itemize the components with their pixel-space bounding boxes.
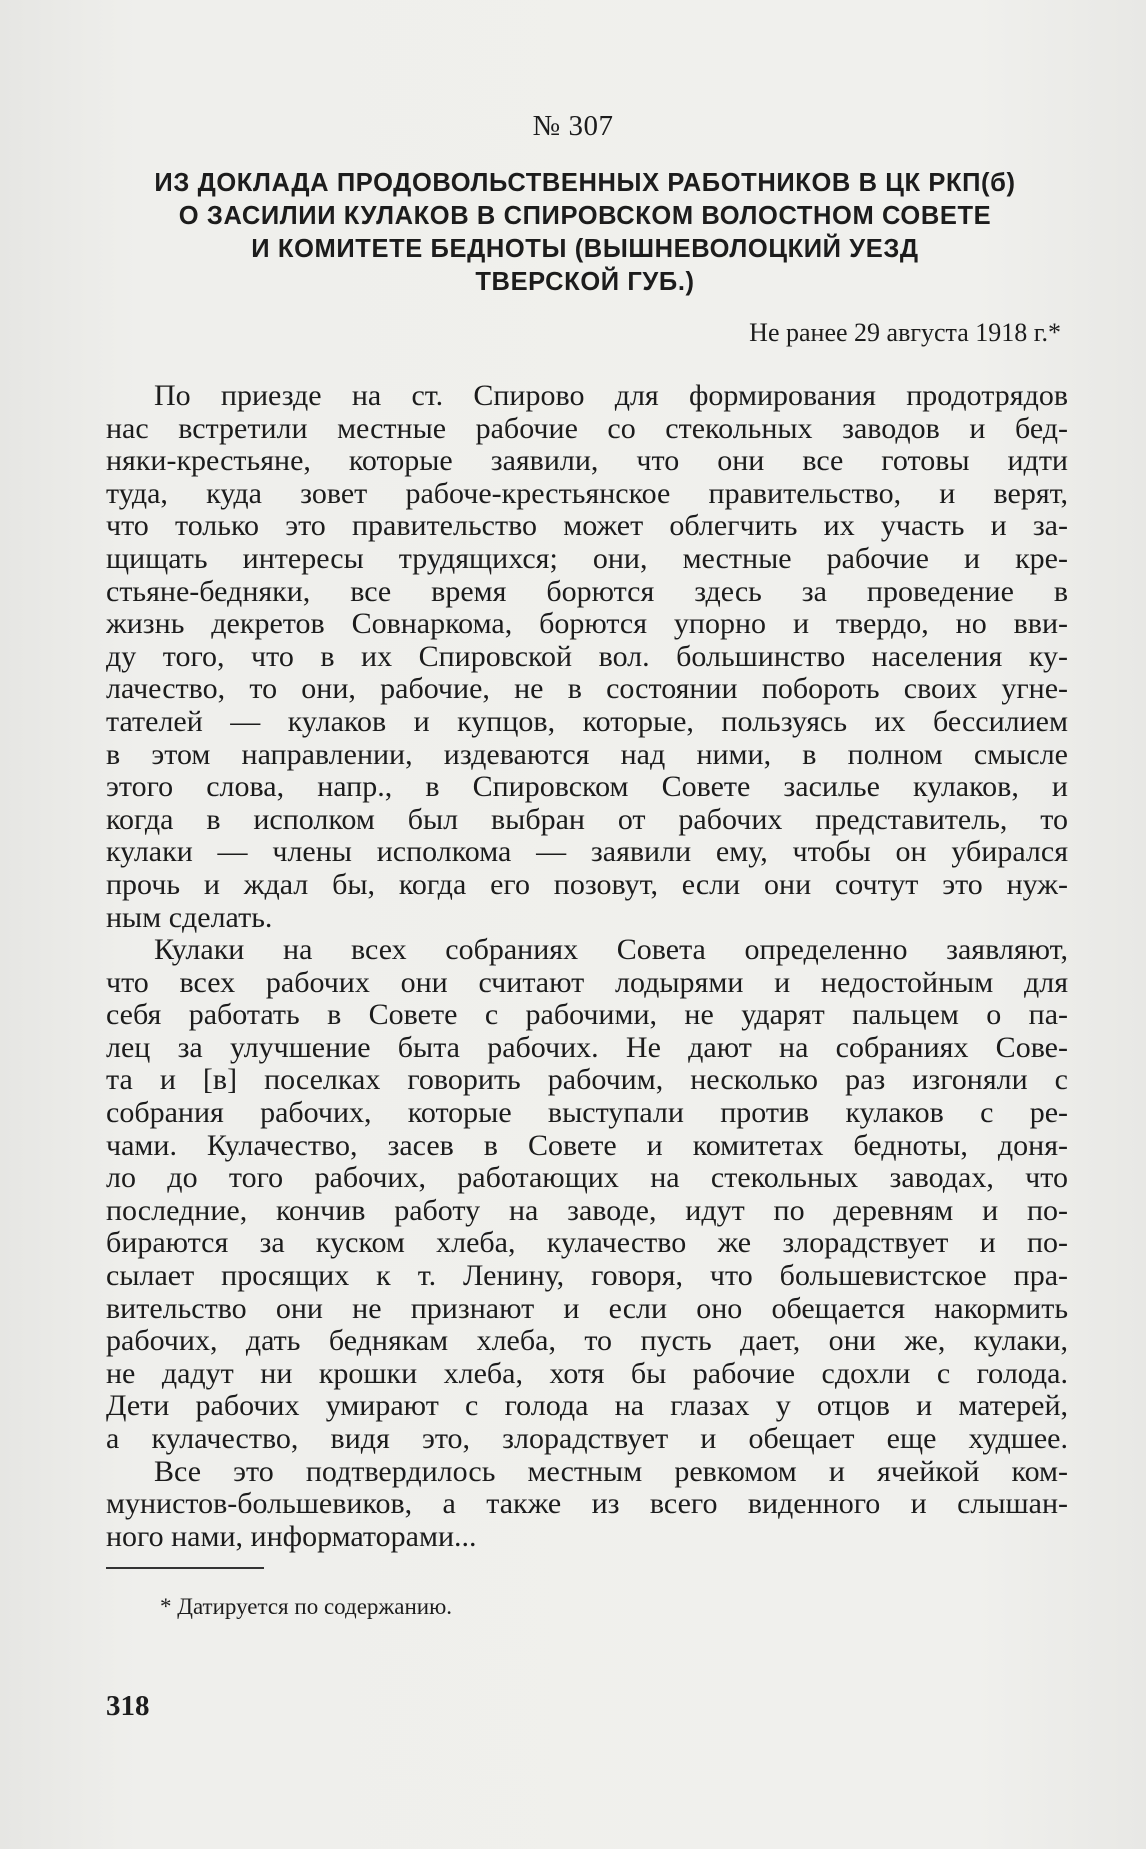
body-line: рабочих, дать беднякам хлеба, то пусть дает, они же, кулаки,	[106, 1325, 1068, 1358]
page-number: 318	[106, 1690, 150, 1722]
document-number: № 307	[532, 110, 614, 142]
body-line: няки-крестьяне, которые заявили, что они все готовы идти	[106, 445, 1068, 478]
document-date: Не ранее 29 августа 1918 г.*	[749, 318, 1061, 347]
body-line: щищать интересы трудящихся; они, местные рабочие и кре-	[106, 542, 1068, 575]
body-line: туда, куда зовет рабоче-крестьянское правительство, и верят,	[106, 477, 1068, 510]
body-line: По приезде на ст. Спирово для формирования продотрядов	[154, 380, 1068, 412]
body-line: этого слова, напр., в Спировском Совете засилье кулаков, и	[106, 771, 1068, 804]
document-title	[105, 167, 1065, 299]
footnote-divider	[106, 1567, 264, 1569]
body-line: что всех рабочих они считают лодырями и недостойным для	[106, 966, 1068, 999]
body-line: прочь и ждал бы, когда его позовут, если они сочтут это нуж-	[106, 868, 1068, 901]
body-line: тателей — кулаков и купцов, которые, пользуясь их бессилием	[106, 705, 1068, 738]
body-line: та и [в] поселках говорить рабочим, несколько раз изгоняли с	[106, 1064, 1068, 1097]
body-line: ду того, что в их Спировской вол. большинство населения ку-	[106, 640, 1068, 673]
body-line: мунистов-большевиков, а также из всего виденного и слышан-	[106, 1488, 1068, 1521]
body-line: бираются за куском хлеба, кулачество же злорадствует и по-	[106, 1227, 1068, 1260]
title-line: О ЗАСИЛИИ КУЛАКОВ В СПИРОВСКОМ ВОЛОСТНОМ СОВЕТЕ	[178, 202, 992, 230]
body-line: а кулачество, видя это, злорадствует и обещает еще худшее.	[106, 1423, 1068, 1455]
body-line: лачество, то они, рабочие, не в состоянии побороть своих угне-	[106, 673, 1068, 706]
body-line: ло до того рабочих, работающих на стекольных заводах, что	[106, 1162, 1068, 1195]
body-text	[106, 380, 1068, 1553]
body-line: не дадут ни крошки хлеба, хотя бы рабочие сдохли с голода.	[106, 1357, 1068, 1390]
footnote: * Датируется по содержанию.	[160, 1594, 453, 1619]
body-line: что только это правительство может облегчить их участь и за-	[106, 510, 1068, 543]
body-line: чами. Кулачество, засев в Совете и комитетах бедноты, доня-	[106, 1129, 1068, 1162]
body-line: последние, кончив работу на заводе, идут по деревням и по-	[106, 1194, 1068, 1227]
body-line: когда в исполком был выбран от рабочих представитель, то	[106, 803, 1068, 836]
body-line: вительство они не признают и если оно обещается накормить	[106, 1292, 1068, 1325]
body-line: Все это подтвердилось местным ревкомом и ячейкой ком-	[154, 1455, 1068, 1488]
title-line: И КОМИТЕТЕ БЕДНОТЫ (ВЫШНЕВОЛОЦКИЙ УЕЗД	[251, 235, 919, 263]
body-line: лец за улучшение быта рабочих. Не дают на собраниях Сове-	[106, 1031, 1068, 1064]
body-line: нас встретили местные рабочие со стекольных заводов и бед-	[106, 412, 1068, 445]
title-line: ИЗ ДОКЛАДА ПРОДОВОЛЬСТВЕННЫХ РАБОТНИКОВ В ЦК РКП(б)	[154, 169, 1016, 197]
body-line: жизнь декретов Совнаркома, борются упорно и твердо, но вви-	[106, 608, 1068, 641]
body-line: стьяне-бедняки, все время борются здесь за проведение в	[106, 575, 1068, 608]
body-line: Дети рабочих умирают с голода на глазах у отцов и матерей,	[106, 1390, 1068, 1423]
body-line: сылает просящих к т. Ленину, говоря, что большевистское пра-	[106, 1260, 1068, 1293]
body-line: Кулаки на всех собраниях Совета определенно заявляют,	[154, 934, 1068, 967]
body-line: собрания рабочих, которые выступали против кулаков с ре-	[106, 1097, 1068, 1130]
body-line: ным сделать.	[106, 901, 273, 934]
title-line: ТВЕРСКОЙ ГУБ.)	[475, 268, 695, 296]
body-line: ного нами, информаторами...	[106, 1520, 477, 1553]
body-line: в этом направлении, издеваются над ними, в полном смысле	[106, 738, 1068, 771]
body-line: себя работать в Совете с рабочими, не ударят пальцем о па-	[106, 999, 1068, 1032]
body-line: кулаки — члены исполкома — заявили ему, чтобы он убирался	[106, 836, 1068, 869]
